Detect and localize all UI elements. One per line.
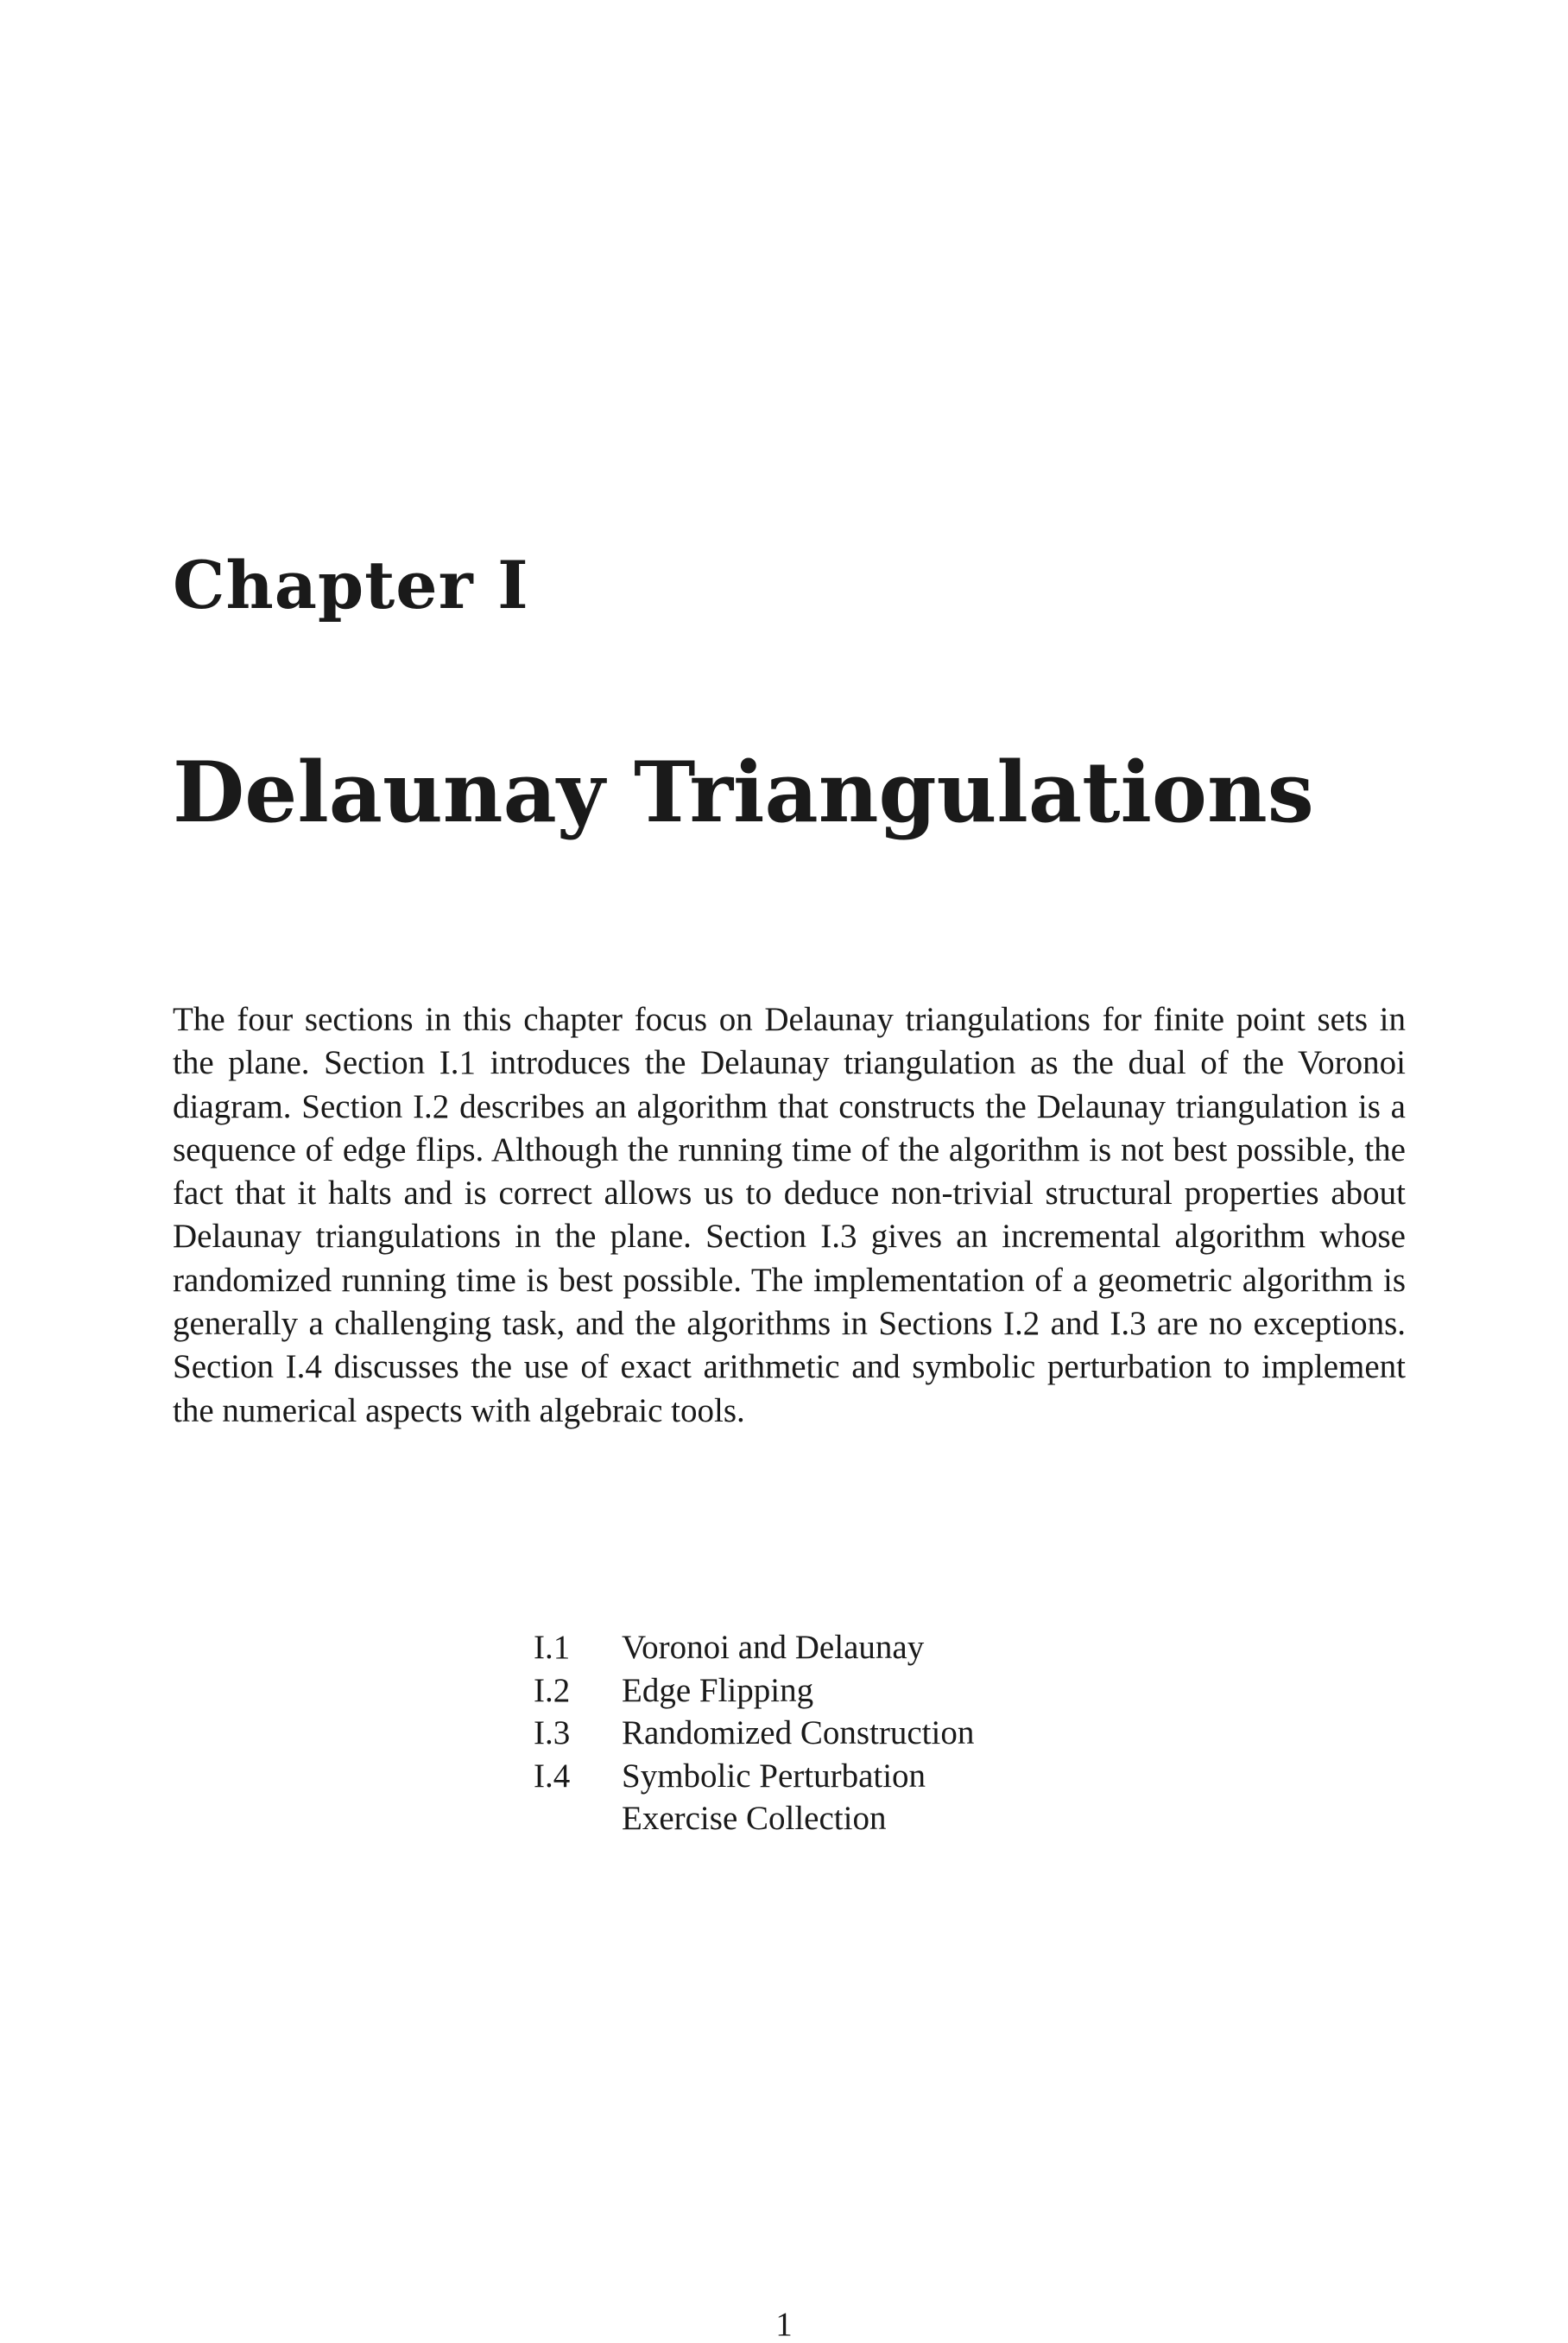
section-list-item	[534, 1755, 974, 1798]
section-list-item	[534, 1712, 974, 1755]
section-list-item	[534, 1626, 974, 1669]
section-number: I.2	[534, 1671, 571, 1709]
section-title: Exercise Collection	[622, 1800, 887, 1837]
chapter-label: Chapter I	[173, 547, 529, 624]
section-number: I.1	[534, 1629, 571, 1666]
page-number: 1	[775, 2306, 793, 2343]
section-title: Voronoi and Delaunay	[622, 1629, 925, 1666]
section-number: I.4	[534, 1757, 571, 1795]
intro-paragraph: The four sections in this chapter focus on Delaunay triangulations for finite point sets in the plane. Section I.1 introduces the Delaunay triangulation as the dual of the Voronoi diagram. Section I.2 describes an algorithm that constructs the Delaunay triangulation is a sequence of edge flips. Although the running time of the algorithm is not best possible, the fact that it halts and is correct allows us to deduce non-trivial structural properties about Delaunay triangulations in the plane. Section I.3 gives an incremental algorithm whose randomized running time is best possible. The implementation of a geometric algorithm is generally a challenging task, and the algorithms in Sections I.2 and I.3 are no exceptions. Section I.4 discusses the use of exact arithmetic and symbolic perturbation to implement the numerical aspects with algebraic tools.	[173, 1001, 1406, 1429]
section-number	[534, 1797, 622, 1840]
section-title: Randomized Construction	[622, 1714, 975, 1751]
section-list-item	[534, 1669, 974, 1713]
section-title: Edge Flipping	[622, 1671, 814, 1709]
section-list-item	[534, 1797, 974, 1840]
section-title: Symbolic Perturbation	[622, 1757, 926, 1795]
chapter-title: Delaunay Triangulations	[173, 744, 1314, 841]
section-number: I.3	[534, 1714, 571, 1751]
section-list	[534, 1626, 974, 1840]
